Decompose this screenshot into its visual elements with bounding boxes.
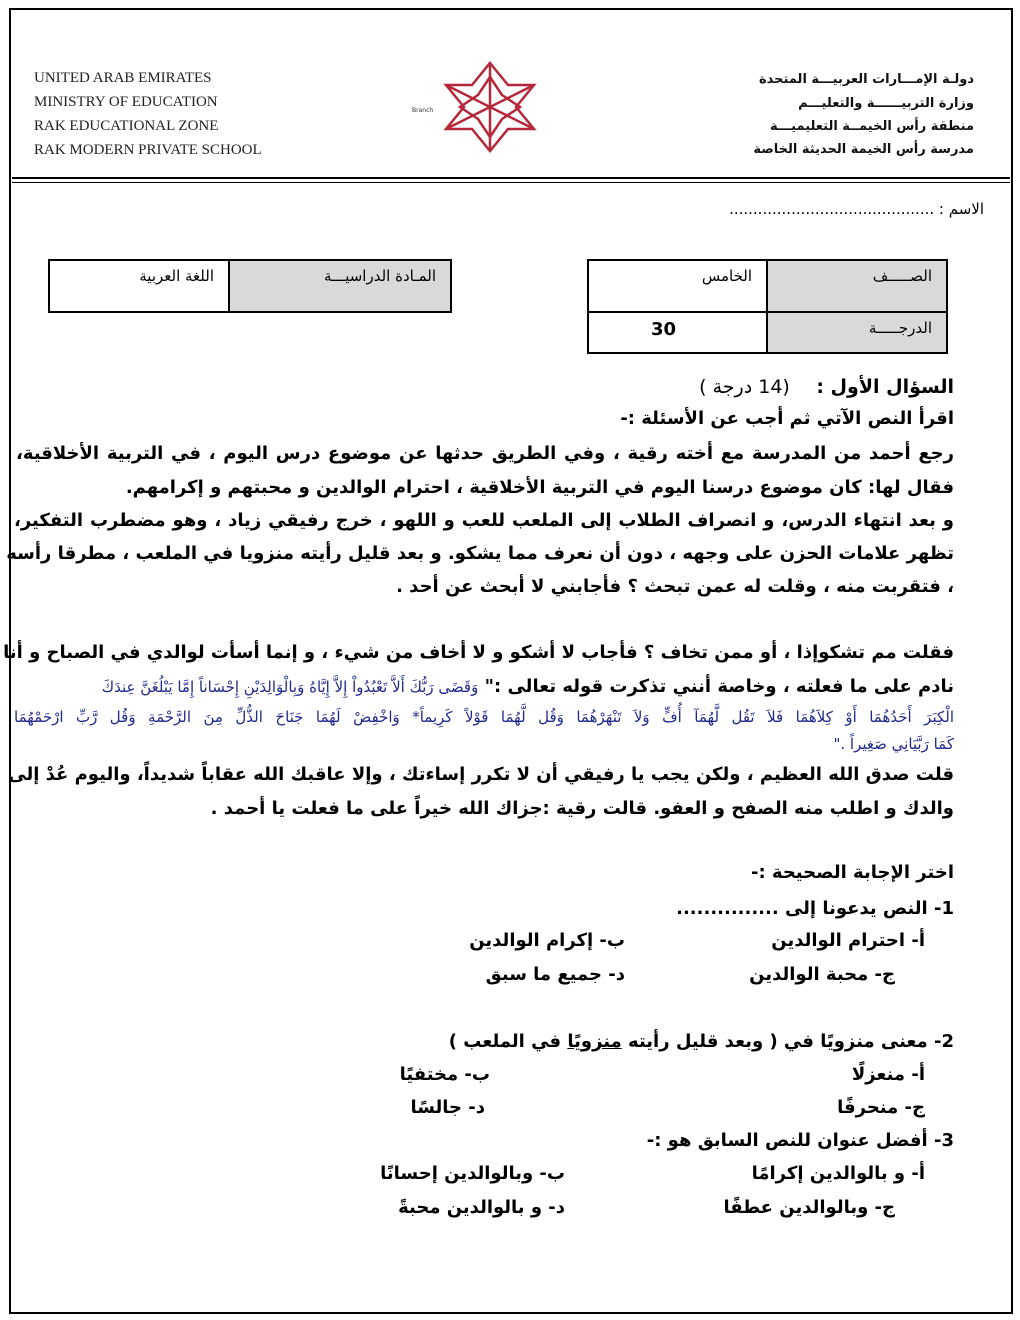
question1-heading [14,376,954,398]
option[interactable]: أ- منعزلًا [851,1064,925,1085]
header-divider [12,182,1010,183]
option[interactable]: ج- منحرفًا [837,1097,925,1118]
option[interactable]: أ- و بالوالدين إكرامًا [751,1163,925,1184]
underlined-word: منزويًا [567,1031,622,1052]
header-en-line: RAK MODERN PRIVATE SCHOOL [34,142,262,158]
passage-line: ، فتقربت منه ، وقلت له عمن تبحث ؟ فأجابني لا أبحث عن أحد . [396,576,954,597]
question1-title: السؤال الأول : [816,376,954,398]
header-ar-line: وزارة التربيــــــة والتعليـــم [798,96,974,111]
name-label: الاسم : [938,200,984,218]
header-en-line: UNITED ARAB EMIRATES [34,70,212,86]
header-ar-line: مدرسة رأس الخيمة الحديثة الخاصة [753,142,974,157]
option[interactable]: د- جالسًا [410,1097,485,1118]
quran-verse: كَمَا رَبَّيَانِي صَغِيراً ." [833,735,954,753]
question1-marks: (14 درجة ) [699,376,790,398]
name-field[interactable] [729,200,984,218]
option[interactable]: ب- إكرام الوالدين [469,930,625,951]
score-value: 30 [587,311,768,354]
question-text: 2- معنى منزويًا في ( وبعد قليل رأيته [621,1031,954,1052]
header-ar-line: منطقة رأس الخيمــة التعليميـــة [769,119,974,134]
header-en-line: MINISTRY OF EDUCATION [34,94,218,110]
question-text: في الملعب ) [448,1031,568,1052]
header-divider [12,177,1010,179]
score-label: الدرجـــــة [766,311,948,354]
grade-value: الخامس [587,259,768,313]
passage-line: فقلت مم تشكوإذا ، أو ممن تخاف ؟ فأجاب لا أشكو و لا أخاف من شيء ، و إنما أسأت لوالدي في الصباح و أنا [3,642,954,663]
header-en-line: RAK EDUCATIONAL ZONE [34,118,219,134]
passage-line: فقال لها: كان موضوع درسنا اليوم في التربية الأخلاقية ، احترام الوالدين و محبتهم و إكرامهم. [125,477,954,498]
passage-line-text: نادم على ما فعلته ، وخاصة أنني تذكرت قوله تعالى :" [484,676,954,697]
school-logo [410,52,570,162]
passage-line: والدك و اطلب منه الصفح و العفو. قالت رقية :جزاك الله خيراً على ما فعلت يا أحمد . [210,798,954,819]
passage-line: قلت صدق الله العظيم ، ولكن يجب يا رفيقي أن لا تكرر إساءتك ، وإلا عاقبك الله عقاباً شديداً، واليوم عُدْ إلى [8,764,954,785]
question-2 [14,1031,954,1052]
option[interactable]: أ- احترام الوالدين [771,930,925,951]
option[interactable]: ب- وبالوالدين إحسانًا [380,1163,565,1184]
instruction: اقرأ النص الآتي ثم أجب عن الأسئلة :- [620,408,954,429]
option[interactable]: د- و بالوالدين محبةً [398,1197,565,1218]
option[interactable]: ب- مختفيًا [399,1064,490,1085]
svg-text:Branch: Branch [412,107,434,114]
grade-label: الصـــــف [766,259,948,313]
subject-label: المـادة الدراسيـــة [228,259,452,313]
quran-verse: الْكِبَرَ أَحَدُهُمَا أَوْ كِلاَهُمَا فَلاَ تَقُل لَّهُمَآ أُفٍّ وَلاَ تَنْهَرْهُمَا وَقُل لَّهُمَا قَوْلاً كَرِيماً* وَاخْفِضْ لَهُمَا جَنَاحَ الذُّلِّ مِنَ الرَّحْمَةِ وَقُل رَّبِّ ارْحَمْهُمَا [14,708,954,726]
option[interactable]: ج- وبالوالدين عطفًا [723,1197,895,1218]
passage-line [14,676,954,697]
passage-line: و بعد انتهاء الدرس، و انصراف الطلاب إلى الملعب للعب و اللهو ، خرج رفيقي زياد ، وهو مضطرب التفكير، [14,510,954,531]
question-3: 3- أفضل عنوان للنص السابق هو :- [646,1130,954,1151]
option[interactable]: ج- محبة الوالدين [749,964,895,985]
passage-line: رجع أحمد من المدرسة مع أخته رقية ، وفي الطريق حدثها عن موضوع درس اليوم ، في التربية الأخلاقية، [16,443,954,464]
option[interactable]: د- جميع ما سبق [485,964,625,985]
passage-line: تظهر علامات الحزن على وجهه ، دون أن نعرف مما يشكو. و بعد قليل رأيته منزويا في الملعب ، مطرقا رأسه [6,543,954,564]
quran-verse: وَقَضَى رَبُّكَ أَلاَّ تَعْبُدُواْ إِلاَّ إِيَّاهُ وَبِالْوَالِدَيْنِ إِحْسَاناً إِمَّا يَبْلُغَنَّ عِندَكَ [101,678,479,696]
choose-instruction: اختر الإجابة الصحيحة :- [750,862,954,883]
subject-value: اللغة العربية [48,259,230,313]
name-dots: ........................................... [729,200,935,218]
header-ar-line: دولـة الإمـــارات العربيـــة المتحدة [758,72,974,87]
question-1: 1- النص يدعونا إلى ............... [676,898,954,919]
